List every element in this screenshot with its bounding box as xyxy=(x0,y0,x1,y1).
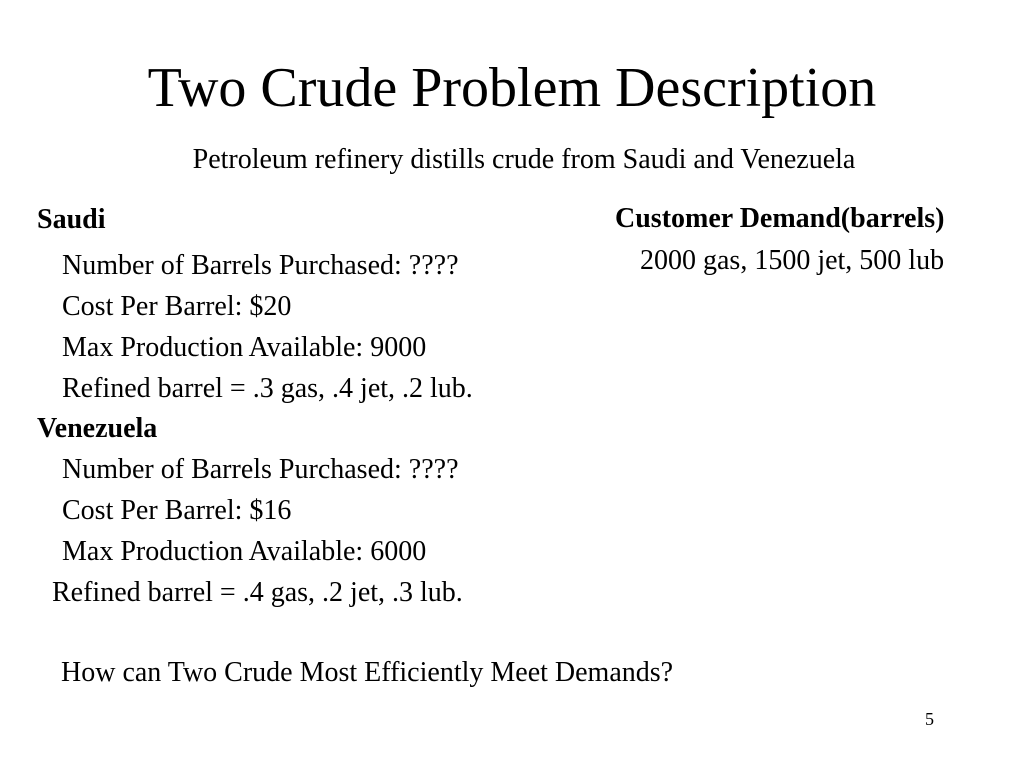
slide-subtitle: Petroleum refinery distills crude from Saudi and Venezuela xyxy=(192,144,856,175)
question-text: How can Two Crude Most Efficiently Meet Demands? xyxy=(61,657,674,688)
venezuela-max-production: Max Production Available: 6000 xyxy=(62,536,427,567)
venezuela-barrels-purchased: Number of Barrels Purchased: ???? xyxy=(62,454,459,485)
slide-title: Two Crude Problem Description xyxy=(147,57,877,119)
venezuela-heading: Venezuela xyxy=(37,413,158,444)
page-number: 5 xyxy=(925,709,934,729)
saudi-refined-barrel: Refined barrel = .3 gas, .4 jet, .2 lub. xyxy=(62,373,473,404)
customer-demand-heading: Customer Demand(barrels) xyxy=(615,203,945,234)
customer-demand-values: 2000 gas, 1500 jet, 500 lub xyxy=(640,245,945,276)
saudi-heading: Saudi xyxy=(37,204,106,235)
venezuela-cost-per-barrel: Cost Per Barrel: $16 xyxy=(62,495,292,526)
saudi-cost-per-barrel: Cost Per Barrel: $20 xyxy=(62,291,292,322)
saudi-max-production: Max Production Available: 9000 xyxy=(62,332,427,363)
saudi-barrels-purchased: Number of Barrels Purchased: ???? xyxy=(62,250,459,281)
venezuela-refined-barrel: Refined barrel = .4 gas, .2 jet, .3 lub. xyxy=(52,577,463,608)
